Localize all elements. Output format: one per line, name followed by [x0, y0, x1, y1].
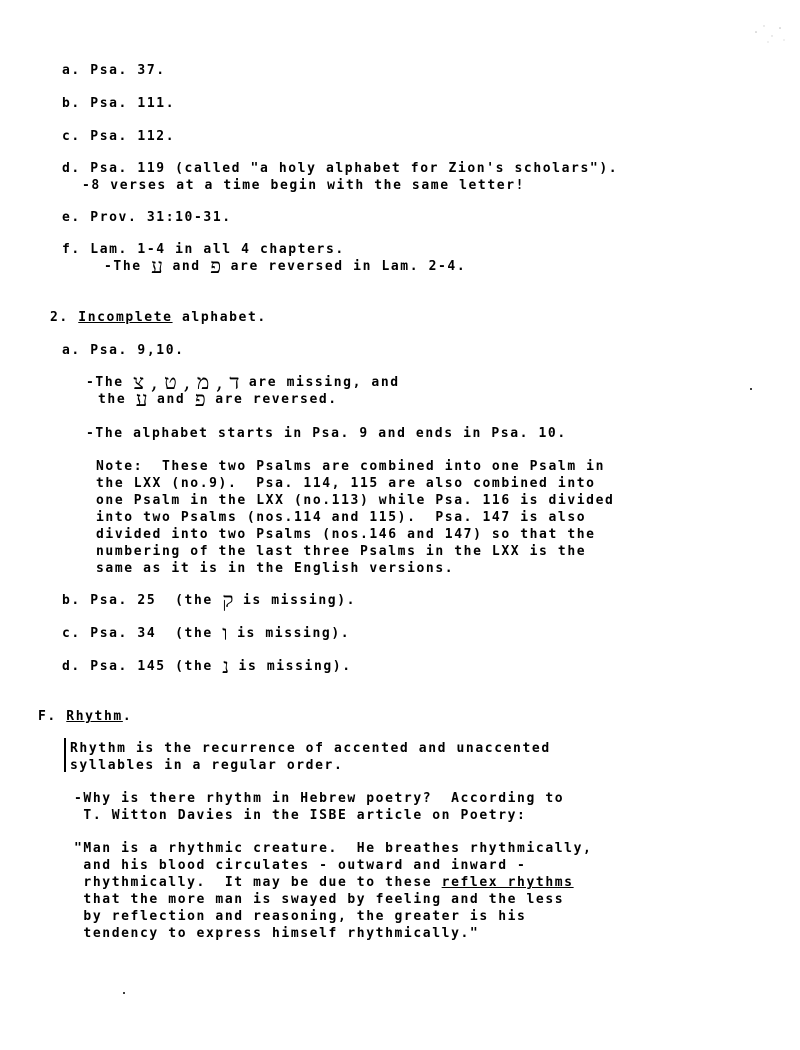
note-line-6: numbering of the last three Psalms in the LXX is the: [96, 544, 587, 559]
list-item-e: e. Prov. 31:10-31.: [62, 210, 232, 225]
list-item-b: b. Psa. 111.: [62, 96, 176, 111]
underlined-phrase: reflex rhythms: [441, 875, 574, 890]
margin-bar: [64, 738, 66, 772]
section-label: F.: [38, 709, 67, 724]
note-line-3: one Psalm in the LXX (no.113) while Psa. 116 is divided: [96, 493, 615, 508]
hebrew-letter-pe: פ: [194, 387, 206, 411]
alphabet-span-line: -The alphabet starts in Psa. 9 and ends in Psa. 10.: [86, 426, 567, 441]
text: is missing).: [229, 659, 352, 674]
hebrew-letter-ayin: ע: [135, 387, 148, 411]
note-line-5: divided into two Psalms (nos.146 and 147) so that the: [96, 527, 596, 542]
text: is missing).: [233, 593, 357, 608]
hebrew-letter-qof: ק: [222, 588, 234, 612]
note-line-7: same as it is in the English versions.: [96, 561, 455, 576]
definition-line-1: Rhythm is the recurrence of accented and unaccented: [70, 741, 551, 756]
list-item-f: f. Lam. 1-4 in all 4 chapters.: [62, 242, 345, 257]
scan-noise-corner: [750, 18, 790, 48]
list-item-2c: [62, 621, 351, 645]
text: b. Psa. 25 (the: [62, 593, 223, 608]
quote-line-2: and his blood circulates - outward and inward -: [74, 858, 527, 873]
hebrew-letter-ayin: ע: [151, 254, 164, 278]
definition-line-2: syllables in a regular order.: [70, 758, 344, 773]
reversed-letters-line: [98, 387, 338, 411]
quote-line-6: tendency to express himself rhythmically.": [74, 926, 480, 941]
list-item-a: a. Psa. 37.: [62, 63, 166, 78]
note-line-1: Note: These two Psalms are combined into one Psalm in: [96, 459, 606, 474]
text: -The: [86, 375, 134, 390]
section-title: Incomplete: [78, 310, 173, 325]
hebrew-missing-letters: ד , מ , ט , צ: [133, 370, 240, 394]
list-item-f-note: [104, 254, 467, 278]
section-number: 2.: [50, 310, 79, 325]
missing-letters-line: [86, 370, 400, 394]
quote-line-4: that the more man is swayed by feeling and the less: [74, 892, 565, 907]
text: are reversed.: [205, 392, 338, 407]
quote-line-1: "Man is a rhythmic creature. He breathes rhythmically,: [74, 841, 593, 856]
quote-line-5: by reflection and reasoning, the greater is his: [74, 909, 527, 924]
text: d. Psa. 145 (the: [62, 659, 223, 674]
section-title: Rhythm: [66, 709, 123, 724]
section-f-heading: [38, 708, 132, 725]
list-item-2d: [62, 654, 352, 678]
text: is missing).: [227, 626, 351, 641]
text: the: [98, 392, 136, 407]
text: and: [163, 259, 211, 274]
text: c. Psa. 34 (the: [62, 626, 223, 641]
list-item-2b: [62, 588, 357, 612]
list-item-c: c. Psa. 112.: [62, 129, 176, 144]
list-item-d-note: -8 verses at a time begin with the same letter!: [82, 178, 526, 193]
section-title-end: .: [122, 709, 133, 724]
section-title-rest: alphabet.: [172, 310, 267, 325]
hebrew-letter-vav: ו: [222, 621, 228, 645]
text: -The: [104, 259, 152, 274]
quote-line-3: [74, 874, 574, 891]
list-item-d: d. Psa. 119 (called "a holy alphabet for Zion's scholars").: [62, 161, 619, 176]
text: are missing, and: [239, 375, 400, 390]
hebrew-letter-nun: נ: [222, 654, 230, 678]
question-line-2: T. Witton Davies in the ISBE article on Poetry:: [74, 808, 527, 823]
section-2-heading: [50, 309, 267, 326]
text: rhythmically. It may be due to these: [74, 875, 442, 890]
scan-speck: [123, 992, 125, 994]
note-line-4: into two Psalms (nos.114 and 115). Psa. 147 is also: [96, 510, 587, 525]
text: and: [147, 392, 195, 407]
hebrew-letter-pe: פ: [210, 254, 222, 278]
scan-speck: [750, 388, 752, 390]
text: are reversed in Lam. 2-4.: [221, 259, 467, 274]
question-line-1: -Why is there rhythm in Hebrew poetry? According to: [74, 791, 565, 806]
list-item-2a: a. Psa. 9,10.: [62, 343, 185, 358]
note-line-2: the LXX (no.9). Psa. 114, 115 are also combined into: [96, 476, 596, 491]
